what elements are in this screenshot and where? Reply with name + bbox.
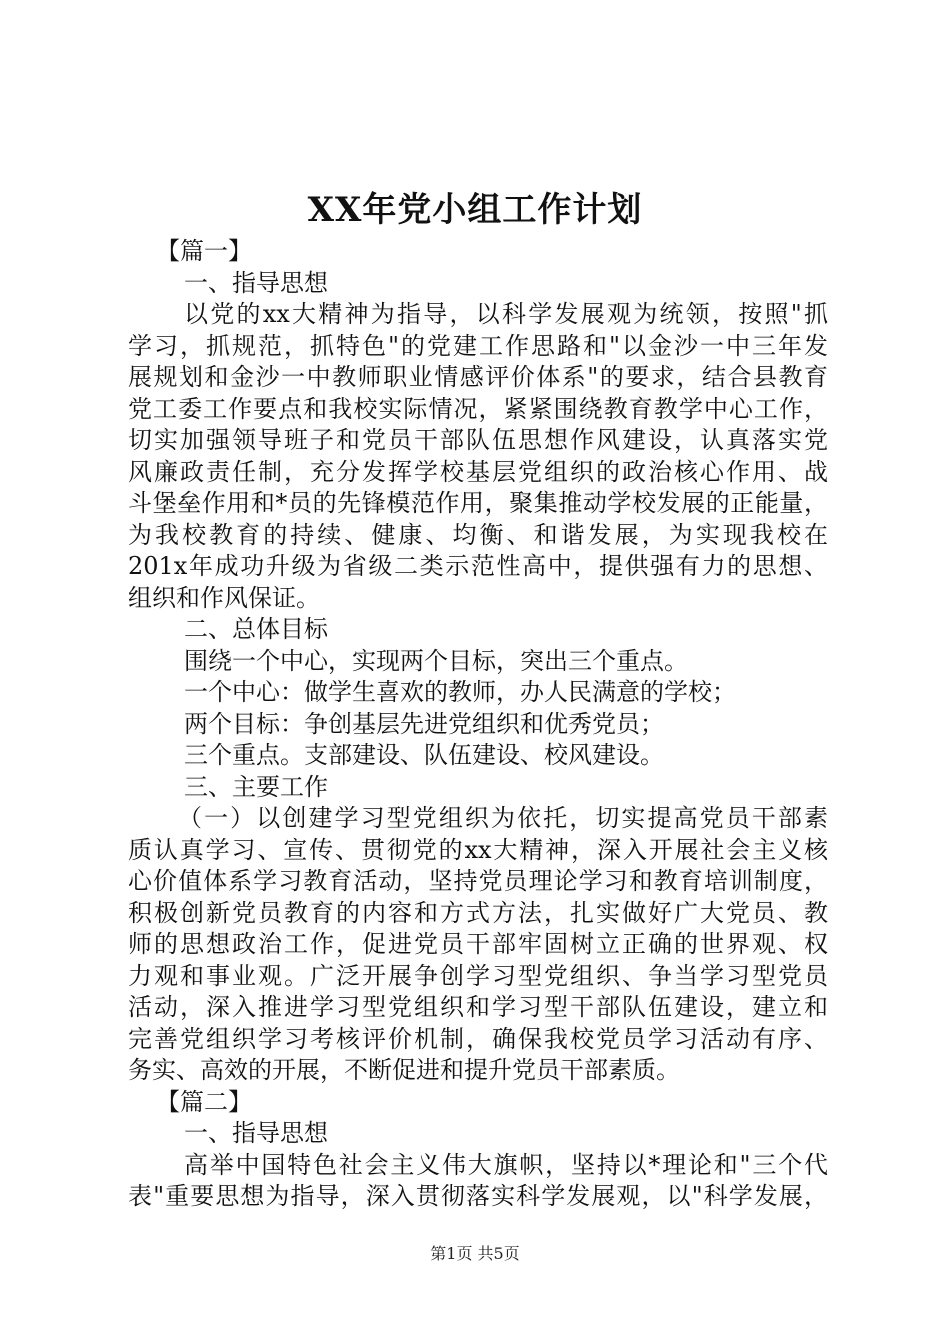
document-title: XX年党小组工作计划 (307, 190, 643, 230)
body-line: 一个中心：做学生喜欢的教师，办人民满意的学校； (184, 678, 736, 706)
body-line: 表"重要思想为指导，深入贯彻落实科学发展观，以"科学发展， (128, 1182, 828, 1210)
body-line: 完善党组织学习考核评价机制，确保我校党员学习活动有序、 (128, 1024, 828, 1053)
body-line: 斗堡垒作用和*员的先锋模范作用，聚集推动学校发展的正能量， (128, 489, 828, 517)
body-line: 【篇二】 (156, 1087, 252, 1116)
body-line: 展规划和金沙一中教师职业情感评价体系"的要求，结合县教育 (128, 363, 828, 391)
body-line: 【篇一】 (156, 237, 252, 265)
body-line: 一、指导思想 (184, 1119, 328, 1147)
body-line: 积极创新党员教育的内容和方式方法，扎实做好广大党员、教 (128, 898, 828, 927)
body-line: 质认真学习、宣传、贯彻党的xx大精神，深入开展社会主义核 (128, 835, 828, 864)
body-line: 务实、高效的开展，不断促进和提升党员干部素质。 (128, 1056, 680, 1084)
body-line: 组织和作风保证。 (128, 583, 320, 612)
body-line: 切实加强领导班子和党员干部队伍思想作风建设，认真落实党 (128, 426, 828, 454)
body-line: 党工委工作要点和我校实际情况，紧紧围绕教育教学中心工作， (128, 394, 828, 423)
body-line: 为我校教育的持续、健康、均衡、和谐发展，为实现我校在 (128, 520, 828, 549)
document-body (128, 236, 828, 1213)
body-line: 围绕一个中心，实现两个目标，突出三个重点。 (184, 646, 688, 675)
body-line: 201x年成功升级为省级二类示范性高中，提供强有力的思想、 (128, 552, 828, 580)
body-line: 师的思想政治工作，促进党员干部牢固树立正确的世界观、权 (128, 930, 828, 958)
page-footer: 第1页 共5页 (430, 1244, 520, 1263)
body-line: 一、指导思想 (184, 268, 328, 297)
body-line: 二、总体目标 (184, 615, 328, 643)
body-line: 三、主要工作 (184, 772, 328, 801)
body-line: 高举中国特色社会主义伟大旗帜，坚持以*理论和"三个代 (184, 1150, 828, 1179)
body-line: 心价值体系学习教育活动，坚持党员理论学习和教育培训制度， (128, 867, 828, 895)
body-line: 以党的xx大精神为指导，以科学发展观为统领，按照"抓 (184, 300, 828, 328)
body-line: 活动，深入推进学习型党组织和学习型干部队伍建设，建立和 (128, 993, 828, 1021)
body-line: 风廉政责任制，充分发挥学校基层党组织的政治核心作用、战 (128, 457, 828, 486)
body-line: 学习，抓规范，抓特色"的党建工作思路和"以金沙一中三年发 (128, 331, 828, 360)
body-line: 两个目标：争创基层先进党组织和优秀党员； (184, 709, 664, 738)
body-line: 三个重点。支部建设、队伍建设、校风建设。 (184, 741, 664, 769)
body-line: （一）以创建学习型党组织为依托，切实提高党员干部素 (178, 804, 828, 832)
body-line: 力观和事业观。广泛开展争创学习型党组织、争当学习型党员 (128, 961, 828, 990)
